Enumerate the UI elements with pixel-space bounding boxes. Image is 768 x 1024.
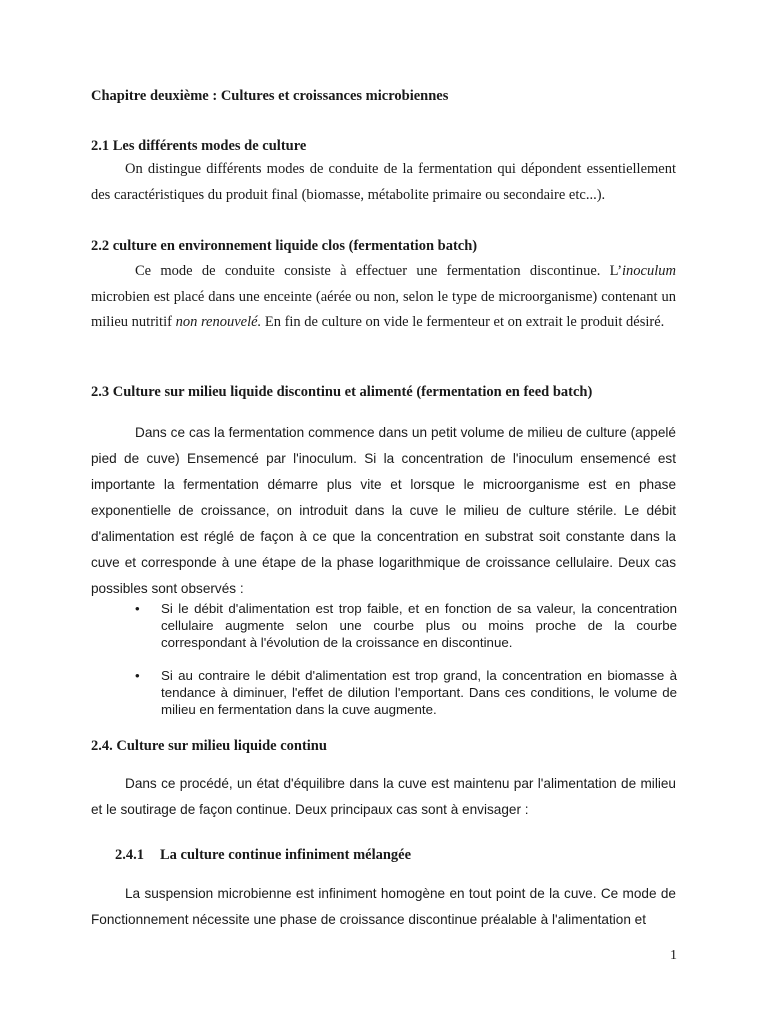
bullet-icon: • [135,668,140,684]
bullet-icon: • [135,601,140,616]
section-2-4-1-paragraph: La suspension microbienne est infiniment homogène en tout point de la cuve. Ce mode de Fonctionnement nécessite une phase de croissance discontinue préalable à l'alimentation et [91,886,676,927]
section-2-2-paragraph: Ce mode de conduite consiste à effectuer une fermentation discontinue. L’inoculum microbien est placé dans une enceinte (aérée ou non, selon le type de microorganisme) contenant un milieu nutritif non renouvelé. En fin de culture on vide le fermenteur et on extrait le produit désiré. [91,263,676,330]
section-2-1-paragraph: On distingue différents modes de conduite de la fermentation qui dépondent essentiellement des caractéristiques du produit final (biomasse, métabolite primaire ou secondaire etc...). [91,161,676,203]
list-item: • Si le débit d'alimentation est trop faible, et en fonction de sa valeur, la concentration cellulaire augmente selon une courbe plus ou moins proche de la courbe correspondant à l'évolution de la croissance en discontinue. [135,601,677,650]
section-2-1-heading: 2.1 Les différents modes de culture [91,138,307,154]
list-item: • Si au contraire le débit d'alimentation est trop grand, la concentration en biomasse à tendance à diminuer, l'effet de dilution l'emportant. Dans ces conditions, le volume de milieu en fermentation dans la cuve augmente. [135,668,677,717]
section-2-4-heading: 2.4. Culture sur milieu liquide continu [91,738,327,754]
section-2-4-paragraph: Dans ce procédé, un état d'équilibre dans la cuve est maintenu par l'alimentation de milieu et le soutirage de façon continue. Deux principaux cas sont à envisager : [91,776,676,817]
section-2-4-1-heading: 2.4.1 La culture continue infiniment mélangée [115,847,412,863]
chapter-title: Chapitre deuxième : Cultures et croissances microbiennes [91,88,449,104]
section-2-3-heading: 2.3 Culture sur milieu liquide discontinu et alimenté (fermentation en feed batch) [91,384,593,400]
section-2-3-paragraph: Dans ce cas la fermentation commence dans un petit volume de milieu de culture (appelé pied de cuve) Ensemencé par l'inoculum. Si la concentration de l'inoculum ensemencé est importante la fermentation démarre plus vite et lorsque le microorganisme est en phase exponentielle de croissance, on introduit dans la cuve le milieu de culture stérile. Le débit d'alimentation est réglé de façon à ce que la concentration en substrat soit constante dans la cuve et corresponde à une étape de la phase logarithmique de croissance cellulaire. Deux cas possibles sont observés : [91,425,676,596]
section-2-2-heading: 2.2 culture en environnement liquide clos (fermentation batch) [91,238,478,254]
page-number: 1 [670,948,677,963]
cases-list [131,601,677,719]
